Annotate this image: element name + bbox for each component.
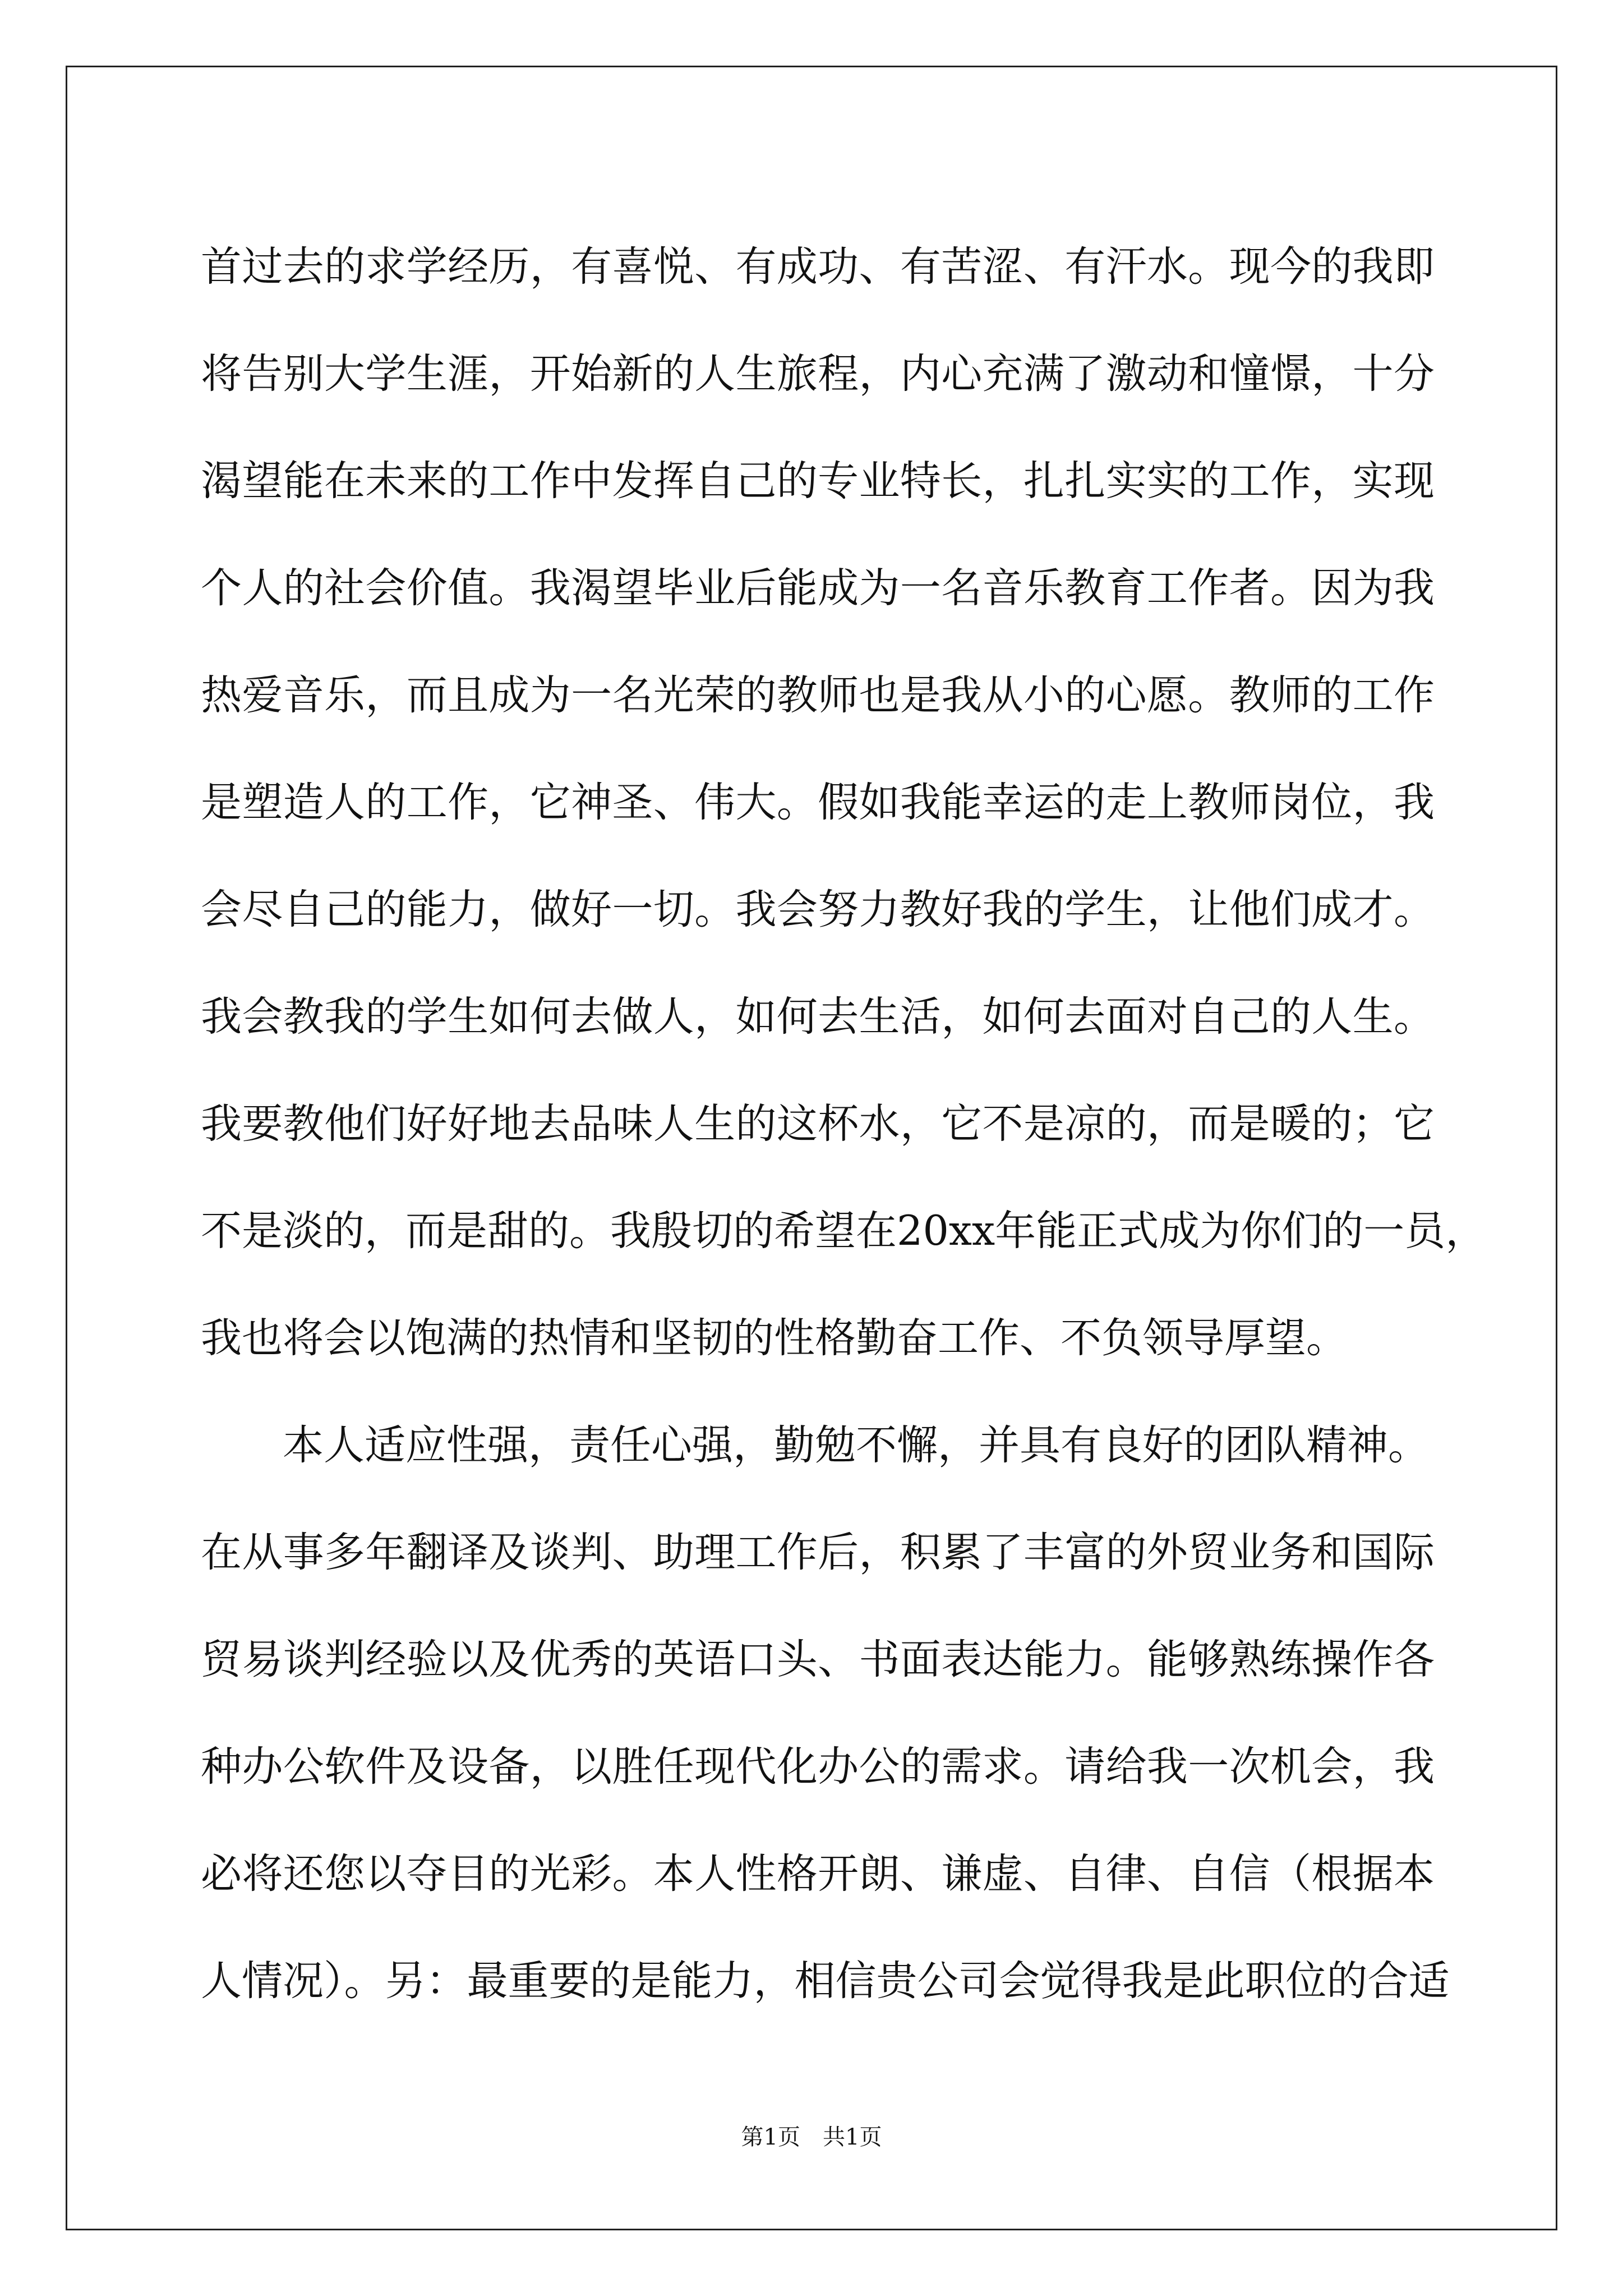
- text-line: 是塑造人的工作，它神圣、伟大。假如我能幸运的走上教师岗位，我: [201, 779, 1435, 826]
- text-line: 渴望能在未来的工作中发挥自己的专业特长，扎扎实实的工作，实现: [201, 457, 1435, 505]
- text-line: 将告别大学生涯，开始新的人生旅程，内心充满了激动和憧憬，十分: [201, 350, 1435, 398]
- text-line: 热爱音乐，而且成为一名光荣的教师也是我从小的心愿。教师的工作: [201, 671, 1435, 719]
- text-line: 我会教我的学生如何去做人，如何去生活，如何去面对自己的人生。: [201, 993, 1435, 1041]
- text-line: 必将还您以夺目的光彩。本人性格开朗、谦虚、自律、自信（根据本: [201, 1850, 1435, 1898]
- text-line: 首过去的求学经历，有喜悦、有成功、有苦涩、有汗水。现今的我即: [201, 243, 1435, 291]
- text-line: 个人的社会价值。我渴望毕业后能成为一名音乐教育工作者。因为我: [201, 564, 1435, 612]
- text-line: 在从事多年翻译及谈判、助理工作后，积累了丰富的外贸业务和国际: [201, 1529, 1435, 1576]
- document-body: [201, 213, 1487, 2035]
- text-line: 我也将会以饱满的热情和坚韧的性格勤奋工作、不负领导厚望。: [201, 1314, 1347, 1362]
- text-line: 不是淡的，而是甜的。我殷切的希望在20xx年能正式成为你们的一员，: [201, 1207, 1487, 1255]
- paragraph-start-line: 本人适应性强，责任心强，勤勉不懈，并具有良好的团队精神。: [283, 1421, 1429, 1469]
- text-line: 我要教他们好好地去品味人生的这杯水，它不是凉的，而是暖的；它: [201, 1100, 1435, 1148]
- page-number-footer: 第1页 共1页: [741, 2124, 882, 2150]
- text-line: 会尽自己的能力，做好一切。我会努力教好我的学生，让他们成才。: [201, 886, 1435, 933]
- text-line: 贸易谈判经验以及优秀的英语口头、书面表达能力。能够熟练操作各: [201, 1636, 1435, 1683]
- text-line: 人情况）。另：最重要的是能力，相信贵公司会觉得我是此职位的合适: [201, 1957, 1450, 2005]
- text-line: 种办公软件及设备，以胜任现代化办公的需求。请给我一次机会，我: [201, 1743, 1435, 1791]
